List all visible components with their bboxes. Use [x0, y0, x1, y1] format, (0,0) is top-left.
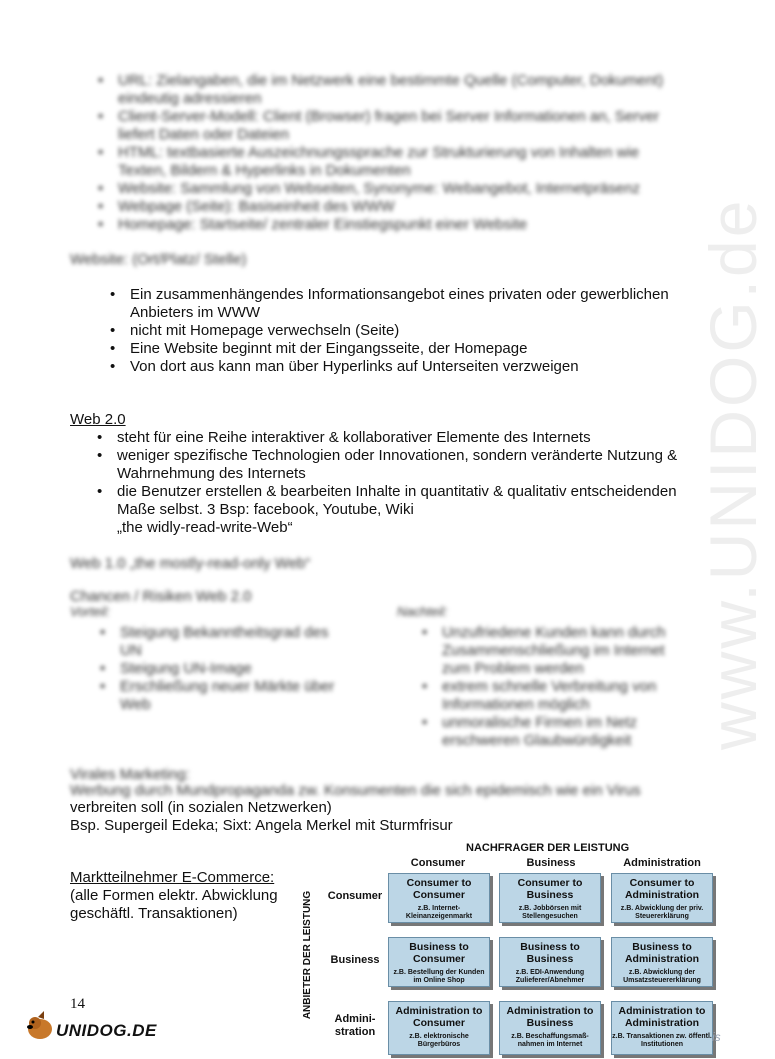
matrix-cell — [499, 873, 601, 923]
list-item: • unmoralische Firmen im Netz erschweren Glaubwürdigkeit — [442, 714, 682, 750]
list-item: • Von dort aus kann man über Hyperlinks auf Unterseiten verzweigen — [130, 358, 690, 376]
nachteil-list — [442, 624, 682, 750]
website-heading: Website: (Ort/Platz/ Stelle) — [70, 251, 247, 268]
matrix-cell — [611, 873, 713, 923]
matrix-cell — [499, 1001, 601, 1055]
list-item: • extrem schnelle Verbreitung von Informationen möglich — [442, 678, 682, 714]
dog-icon — [22, 1009, 58, 1041]
matrix-cell — [388, 1001, 490, 1055]
web20-list — [117, 429, 687, 519]
cell-example: z.B. EDI-Anwendung Zulieferer/Abnehmer — [515, 969, 585, 984]
vorteil-label: Vorteil: — [70, 604, 110, 619]
markt-heading: Marktteilnehmer E-Commerce: — [70, 869, 275, 886]
cell-title: Consumer to Consumer — [406, 877, 472, 901]
matrix-cell — [611, 1001, 713, 1055]
corner-text: is — [712, 1030, 721, 1044]
list-item: • Website: Sammlung von Webseiten, Synonyme: Webangebot, Internetpräsenz — [118, 180, 678, 198]
matrix-row-administration: Admini- stration — [334, 1013, 376, 1038]
list-item: • Ein zusammenhängendes Informationsangebot eines privaten oder gewerblichen Anbieters im WWW — [130, 286, 690, 322]
viral-line-2: verbreiten soll (in sozialen Netzwerken) — [70, 799, 332, 816]
list-item: • Client-Server-Modell: Client (Browser) fragen bei Server Informationen an, Server liefert Daten oder Dateien — [118, 108, 678, 144]
list-item: • die Benutzer erstellen & bearbeiten Inhalte in quantitativ & qualitativ entscheidenden Maße selbst. 3 Bsp: facebook, Youtube, Wiki — [117, 483, 687, 519]
matrix-row-business: Business — [330, 954, 380, 966]
cell-title: Business to Business — [520, 941, 580, 965]
web20-quote: „the widly-read-write-Web“ — [117, 519, 293, 536]
list-item: • Erschließung neuer Märkte über Web — [120, 678, 350, 714]
markt-line-1: (alle Formen elektr. Abwicklung — [70, 887, 278, 904]
cell-title: Administration to Consumer — [395, 1005, 483, 1029]
list-item: • HTML: textbasierte Auszeichnungssprache zur Strukturierung von Inhalten wie Texten, Bildern & Hyperlinks in Dokumenten — [118, 144, 678, 180]
list-item: • Steigung UN-Image — [120, 660, 350, 678]
viral-line-1: Werbung durch Mundpropaganda zw. Konsumenten die sich epidemisch wie ein Virus — [70, 782, 641, 799]
list-item: • weniger spezifische Technologien oder Innovationen, sondern veränderte Nutzung & Wahrnehmung des Internets — [117, 447, 687, 483]
viral-line-3: Bsp. Supergeil Edeka; Sixt: Angela Merkel mit Sturmfrisur — [70, 817, 453, 834]
watermark: www.UNIDOG.de — [696, 197, 770, 750]
page-number: 14 — [70, 996, 85, 1012]
list-item: • nicht mit Homepage verwechseln (Seite) — [130, 322, 690, 340]
matrix-cell — [499, 937, 601, 987]
nachteil-label: Nachteil: — [397, 604, 448, 619]
web20-heading: Web 2.0 — [70, 411, 126, 428]
markt-line-2: geschäftl. Transaktionen) — [70, 905, 238, 922]
logo-text: UNIDOG.DE — [56, 1021, 157, 1040]
cell-example: z.B. Abwicklung der priv. Steuererklärung — [620, 905, 704, 920]
vorteil-list — [120, 624, 350, 714]
list-item: • Unzufriedene Kunden kann durch Zusammenschließung im Internet zum Problem werden — [442, 624, 682, 678]
matrix-cell — [388, 873, 490, 923]
cell-title: Business to Consumer — [409, 941, 469, 965]
cell-title: Business to Administration — [624, 941, 700, 965]
cell-title: Consumer to Business — [517, 877, 583, 901]
cell-example: z.B. Jobbörsen mit Stellengesuchen — [518, 905, 582, 920]
cell-title: Administration to Administration — [618, 1005, 706, 1029]
web10-line: Web 1.0 „the mostly-read-only Web“ — [70, 555, 311, 572]
viral-heading: Virales Marketing: — [70, 766, 190, 783]
matrix-title: NACHFRAGER DER LEISTUNG — [466, 842, 630, 854]
list-item: • Webpage (Seite): Basiseinheit des WWW — [118, 198, 678, 216]
cell-example: z.B. Internet-Kleinanzeigenmarkt — [405, 905, 473, 920]
matrix-col-business: Business — [526, 857, 576, 869]
list-item: • steht für eine Reihe interaktiver & kollaborativer Elemente des Internets — [117, 429, 687, 447]
list-item: • Steigung Bekanntheitsgrad des UN — [120, 624, 350, 660]
cell-example: z.B. elektronische Bürgerbüros — [409, 1033, 469, 1048]
matrix-cell — [388, 937, 490, 987]
cell-title: Administration to Business — [506, 1005, 594, 1029]
matrix-col-consumer: Consumer — [410, 857, 466, 869]
list-item: • Eine Website beginnt mit der Eingangsseite, der Homepage — [130, 340, 690, 358]
cell-example: z.B. Bestellung der Kunden im Online Shop — [393, 969, 485, 984]
matrix-cell — [611, 937, 713, 987]
matrix-col-administration: Administration — [623, 857, 701, 869]
cell-example: z.B. Abwicklung der Umsatzsteuererklärung — [623, 969, 701, 984]
matrix-row-consumer: Consumer — [327, 890, 383, 902]
website-list — [130, 286, 690, 376]
cell-title: Consumer to Administration — [624, 877, 700, 901]
cell-example: z.B. Beschaffungsmaß-nahmen im Internet — [511, 1033, 589, 1048]
blurred-definition-list — [118, 72, 678, 234]
list-item: • URL: Zielangaben, die im Netzwerk eine bestimmte Quelle (Computer, Dokument) eindeutig adressieren — [118, 72, 678, 108]
chancen-heading: Chancen / Risiken Web 2.0 — [70, 588, 252, 605]
list-item: • Homepage: Startseite/ zentraler Einstiegspunkt einer Website — [118, 216, 678, 234]
matrix-side-title: ANBIETER DER LEISTUNG — [302, 890, 313, 1020]
cell-example: z.B. Transaktionen zw. öffentl. Institutionen — [612, 1033, 712, 1048]
